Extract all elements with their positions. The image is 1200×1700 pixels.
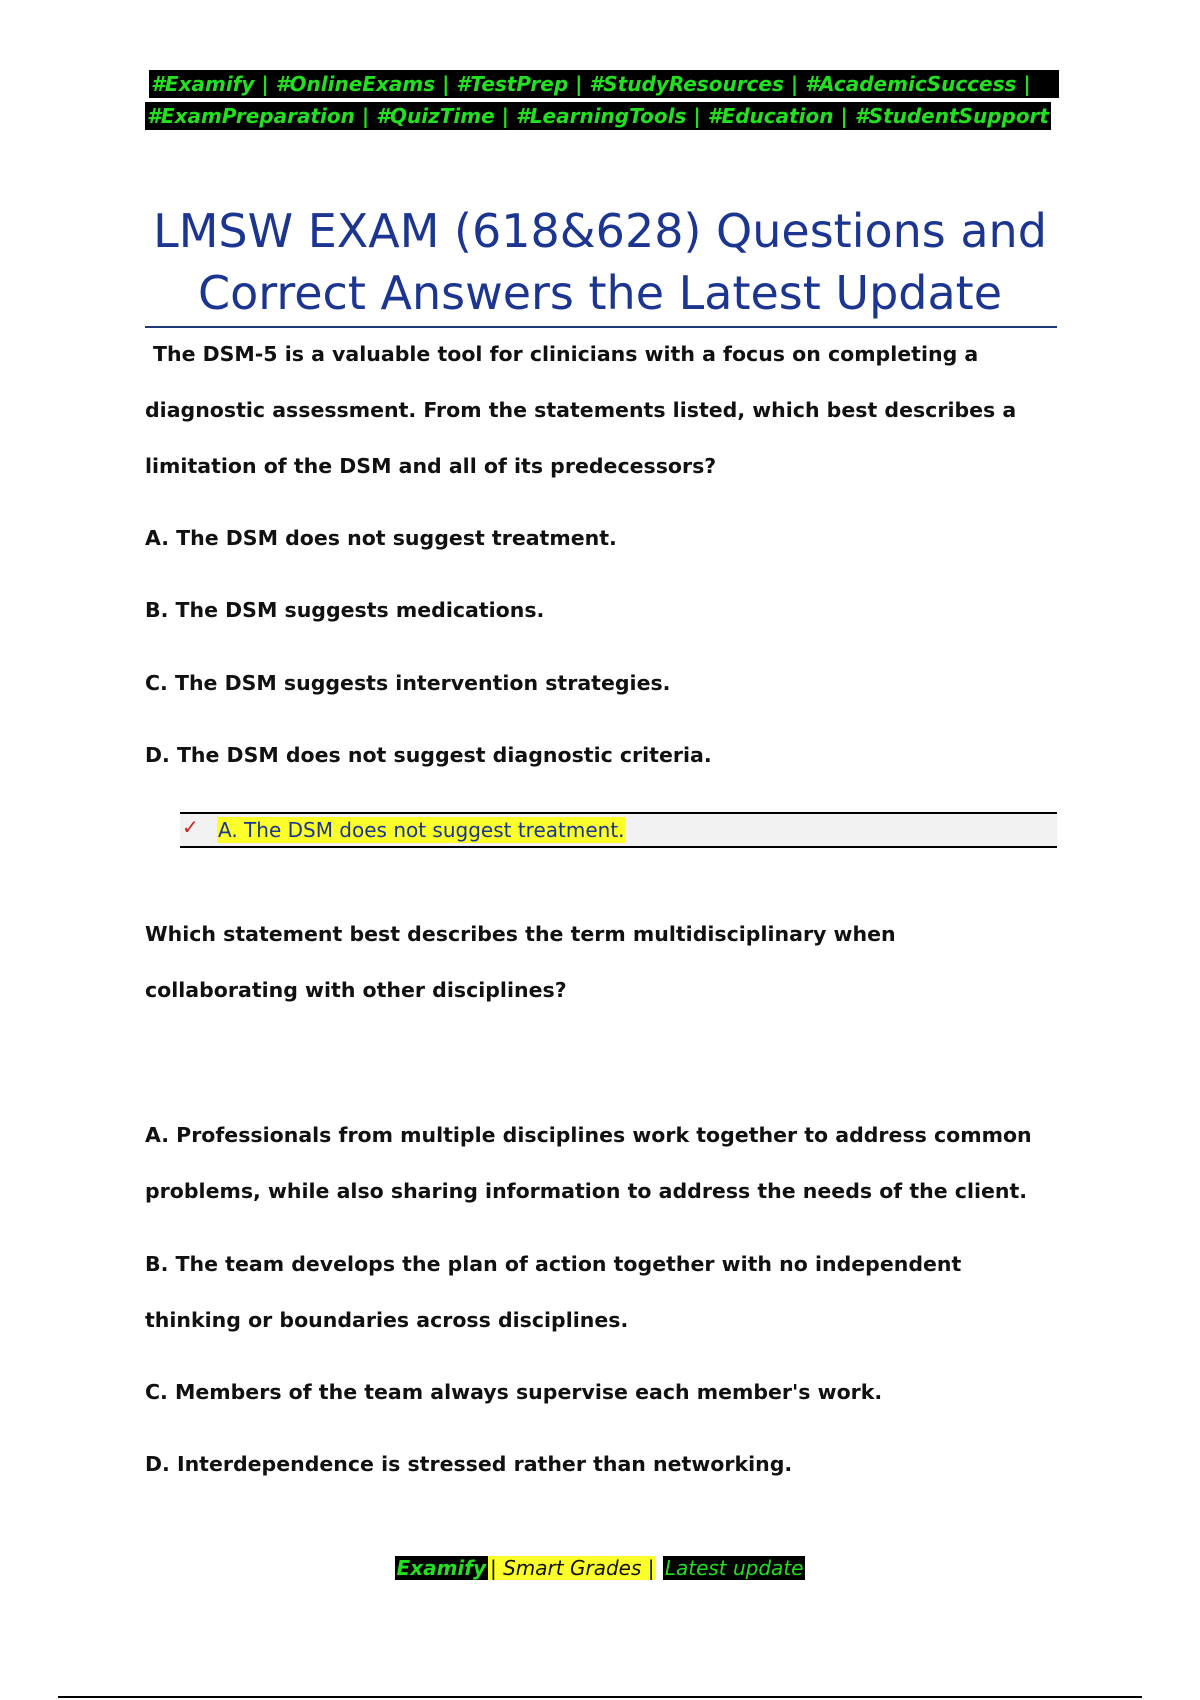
question-2-option-d: D. Interdependence is stressed rather than networking.	[145, 1452, 793, 1476]
question-1-option-c: C. The DSM suggests intervention strategies.	[145, 671, 671, 695]
footer-brand: Examify	[396, 1556, 487, 1580]
page-bottom-divider	[58, 1696, 1142, 1698]
question-1-option-a: A. The DSM does not suggest treatment.	[145, 526, 617, 550]
document-title	[145, 200, 1055, 324]
hashtag-line-2: #ExamPreparation | #QuizTime | #LearningTools | #Education | #StudentSupport	[147, 104, 1049, 128]
question-2-option-c: C. Members of the team always supervise each member's work.	[145, 1380, 883, 1404]
question-2-text: Which statement best describes the term multidisciplinary when collaborating with other disciplines?	[145, 922, 896, 1002]
question-1-text: The DSM-5 is a valuable tool for clinicians with a focus on completing a diagnostic assessment. From the statements listed, which best describes a limitation of the DSM and all of its predecessors?	[145, 342, 1017, 478]
hashtag-line-1: #Examify | #OnlineExams | #TestPrep | #StudyResources | #AcademicSuccess |	[149, 70, 1059, 98]
question-1-option-d: D. The DSM does not suggest diagnostic criteria.	[145, 743, 712, 767]
question-2-option-b: B. The team develops the plan of action together with no independent thinking or boundaries across disciplines.	[145, 1252, 962, 1332]
title-line-1: LMSW EXAM (618&628) Questions and	[153, 204, 1047, 258]
page-footer	[0, 1554, 1200, 1582]
question-1-answer-box	[180, 812, 1057, 848]
footer-middle: | Smart Grades |	[490, 1556, 655, 1580]
footer-latest-update: Latest update	[664, 1556, 804, 1580]
check-icon: ✓	[182, 815, 199, 839]
title-line-2: Correct Answers the Latest Update	[197, 266, 1002, 320]
question-2-option-a: A. Professionals from multiple disciplines work together to address common problems, while also sharing information to address the needs of the client.	[145, 1123, 1032, 1203]
question-1-option-b: B. The DSM suggests medications.	[145, 598, 545, 622]
question-1-answer: A. The DSM does not suggest treatment.	[218, 818, 625, 842]
